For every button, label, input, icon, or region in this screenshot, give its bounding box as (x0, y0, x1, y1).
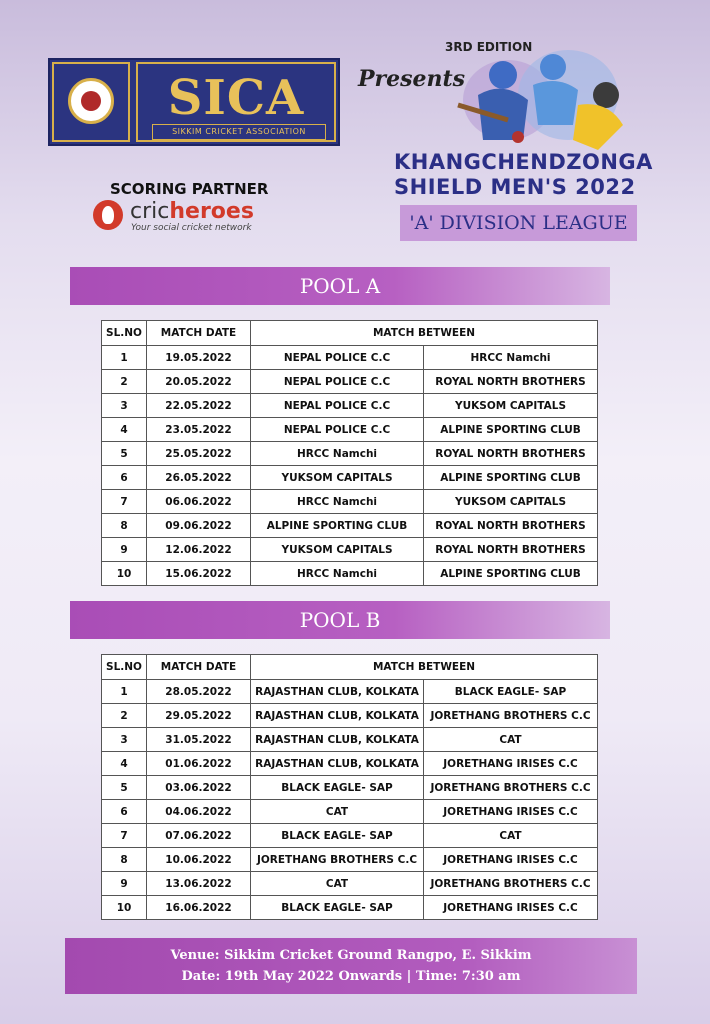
pool-a-title: POOL A (299, 274, 381, 298)
cell-match-date: 29.05.2022 (147, 704, 251, 728)
cell-sl-no: 6 (102, 466, 147, 490)
header-sl-no: SL.NO (102, 655, 147, 680)
pool-a-banner (70, 267, 610, 305)
cell-team-1: NEPAL POLICE C.C (251, 346, 424, 370)
cell-team-1: HRCC Namchi (251, 442, 424, 466)
cell-team-2: ROYAL NORTH BROTHERS (424, 538, 598, 562)
cell-sl-no: 8 (102, 514, 147, 538)
cell-match-date: 03.06.2022 (147, 776, 251, 800)
cell-team-2: YUKSOM CAPITALS (424, 490, 598, 514)
cell-team-2: BLACK EAGLE- SAP (424, 680, 598, 704)
header-sl-no: SL.NO (102, 321, 147, 346)
cell-team-1: RAJASTHAN CLUB, KOLKATA (251, 704, 424, 728)
sica-emblem-icon (52, 62, 130, 142)
cell-sl-no: 5 (102, 776, 147, 800)
cell-sl-no: 1 (102, 680, 147, 704)
cell-team-1: HRCC Namchi (251, 490, 424, 514)
logo-subtitle: SIKKIM CRICKET ASSOCIATION (152, 124, 326, 140)
table-row (102, 514, 598, 538)
cell-match-date: 23.05.2022 (147, 418, 251, 442)
cell-team-1: JORETHANG BROTHERS C.C (251, 848, 424, 872)
cell-team-2: JORETHANG IRISES C.C (424, 752, 598, 776)
cell-match-date: 04.06.2022 (147, 800, 251, 824)
header-match-between: MATCH BETWEEN (251, 321, 598, 346)
cell-team-1: RAJASTHAN CLUB, KOLKATA (251, 680, 424, 704)
cell-team-2: ROYAL NORTH BROTHERS (424, 442, 598, 466)
cell-team-2: ROYAL NORTH BROTHERS (424, 370, 598, 394)
cell-match-date: 19.05.2022 (147, 346, 251, 370)
cell-match-date: 12.06.2022 (147, 538, 251, 562)
cell-sl-no: 10 (102, 896, 147, 920)
cell-match-date: 06.06.2022 (147, 490, 251, 514)
cell-team-1: YUKSOM CAPITALS (251, 466, 424, 490)
cell-sl-no: 5 (102, 442, 147, 466)
header-match-date: MATCH DATE (147, 321, 251, 346)
emblem-center (81, 91, 101, 111)
cell-sl-no: 4 (102, 752, 147, 776)
venue-text: Venue: Sikkim Cricket Ground Rangpo, E. Sikkim (170, 948, 532, 963)
cell-team-1: BLACK EAGLE- SAP (251, 896, 424, 920)
cell-sl-no: 2 (102, 704, 147, 728)
cell-sl-no: 7 (102, 824, 147, 848)
table-row (102, 370, 598, 394)
cell-match-date: 15.06.2022 (147, 562, 251, 586)
cell-sl-no: 9 (102, 538, 147, 562)
cell-match-date: 20.05.2022 (147, 370, 251, 394)
cell-sl-no: 4 (102, 418, 147, 442)
event-title (394, 150, 664, 200)
table-row (102, 896, 598, 920)
table-row (102, 490, 598, 514)
cell-team-2: JORETHANG BROTHERS C.C (424, 776, 598, 800)
presents-label: Presents (358, 66, 466, 92)
cell-team-1: NEPAL POLICE C.C (251, 394, 424, 418)
cell-team-2: CAT (424, 824, 598, 848)
cell-match-date: 09.06.2022 (147, 514, 251, 538)
cricheroes-brand: cricheroes (130, 199, 254, 224)
cell-team-2: HRCC Namchi (424, 346, 598, 370)
cell-team-2: ALPINE SPORTING CLUB (424, 562, 598, 586)
table-row (102, 680, 598, 704)
cell-match-date: 13.06.2022 (147, 872, 251, 896)
cell-team-1: BLACK EAGLE- SAP (251, 776, 424, 800)
table-row (102, 824, 598, 848)
logo-text-panel (136, 62, 336, 142)
cell-sl-no: 8 (102, 848, 147, 872)
cell-match-date: 26.05.2022 (147, 466, 251, 490)
header-match-between: MATCH BETWEEN (251, 655, 598, 680)
pool-b-banner (70, 601, 610, 639)
table-row (102, 442, 598, 466)
cell-team-1: NEPAL POLICE C.C (251, 370, 424, 394)
table-row (102, 776, 598, 800)
cell-match-date: 25.05.2022 (147, 442, 251, 466)
cricket-players-illustration (448, 45, 633, 155)
cell-match-date: 22.05.2022 (147, 394, 251, 418)
table-row (102, 872, 598, 896)
cell-team-2: JORETHANG IRISES C.C (424, 848, 598, 872)
table-row (102, 346, 598, 370)
header-match-date: MATCH DATE (147, 655, 251, 680)
cell-match-date: 07.06.2022 (147, 824, 251, 848)
cell-team-1: RAJASTHAN CLUB, KOLKATA (251, 752, 424, 776)
cell-team-2: JORETHANG IRISES C.C (424, 896, 598, 920)
table-row (102, 418, 598, 442)
cell-team-1: YUKSOM CAPITALS (251, 538, 424, 562)
cell-team-2: JORETHANG BROTHERS C.C (424, 872, 598, 896)
cell-sl-no: 10 (102, 562, 147, 586)
table-row (102, 848, 598, 872)
table-row (102, 466, 598, 490)
emblem-circle (68, 78, 114, 124)
cell-team-2: ROYAL NORTH BROTHERS (424, 514, 598, 538)
cell-team-2: JORETHANG IRISES C.C (424, 800, 598, 824)
cell-match-date: 10.06.2022 (147, 848, 251, 872)
table-row (102, 394, 598, 418)
cell-sl-no: 3 (102, 394, 147, 418)
cell-team-1: NEPAL POLICE C.C (251, 418, 424, 442)
table-row (102, 752, 598, 776)
cell-team-2: YUKSOM CAPITALS (424, 394, 598, 418)
cell-sl-no: 9 (102, 872, 147, 896)
cell-team-1: ALPINE SPORTING CLUB (251, 514, 424, 538)
date-time-text: Date: 19th May 2022 Onwards | Time: 7:30 am (181, 969, 521, 984)
event-title-line-2: SHIELD MEN'S 2022 (394, 175, 636, 199)
table-row (102, 562, 598, 586)
cell-sl-no: 3 (102, 728, 147, 752)
cell-match-date: 01.06.2022 (147, 752, 251, 776)
pool-b-table (101, 654, 598, 920)
table-row (102, 704, 598, 728)
table-row (102, 728, 598, 752)
cell-sl-no: 2 (102, 370, 147, 394)
table-row (102, 800, 598, 824)
cell-match-date: 16.06.2022 (147, 896, 251, 920)
cell-team-1: CAT (251, 872, 424, 896)
cell-team-2: JORETHANG BROTHERS C.C (424, 704, 598, 728)
table-row (102, 538, 598, 562)
scoring-partner-label: SCORING PARTNER (110, 180, 269, 198)
cricheroes-tagline: Your social cricket network (131, 223, 252, 233)
cell-team-1: CAT (251, 800, 424, 824)
pool-a-table (101, 320, 598, 586)
cell-team-1: BLACK EAGLE- SAP (251, 824, 424, 848)
logo-name: SICA (167, 70, 305, 126)
cell-sl-no: 6 (102, 800, 147, 824)
venue-banner (65, 938, 637, 994)
event-title-line-1: KHANGCHENDZONGA (394, 150, 653, 174)
cell-team-1: RAJASTHAN CLUB, KOLKATA (251, 728, 424, 752)
cell-match-date: 28.05.2022 (147, 680, 251, 704)
cell-team-2: CAT (424, 728, 598, 752)
pool-b-title: POOL B (299, 608, 381, 632)
cell-team-2: ALPINE SPORTING CLUB (424, 418, 598, 442)
cell-sl-no: 7 (102, 490, 147, 514)
cricheroes-logo-icon (93, 200, 123, 230)
cell-team-2: ALPINE SPORTING CLUB (424, 466, 598, 490)
cell-match-date: 31.05.2022 (147, 728, 251, 752)
cell-sl-no: 1 (102, 346, 147, 370)
cell-team-1: HRCC Namchi (251, 562, 424, 586)
edition-label: 3RD EDITION (445, 40, 533, 54)
division-badge: 'A' DIVISION LEAGUE (400, 205, 637, 241)
